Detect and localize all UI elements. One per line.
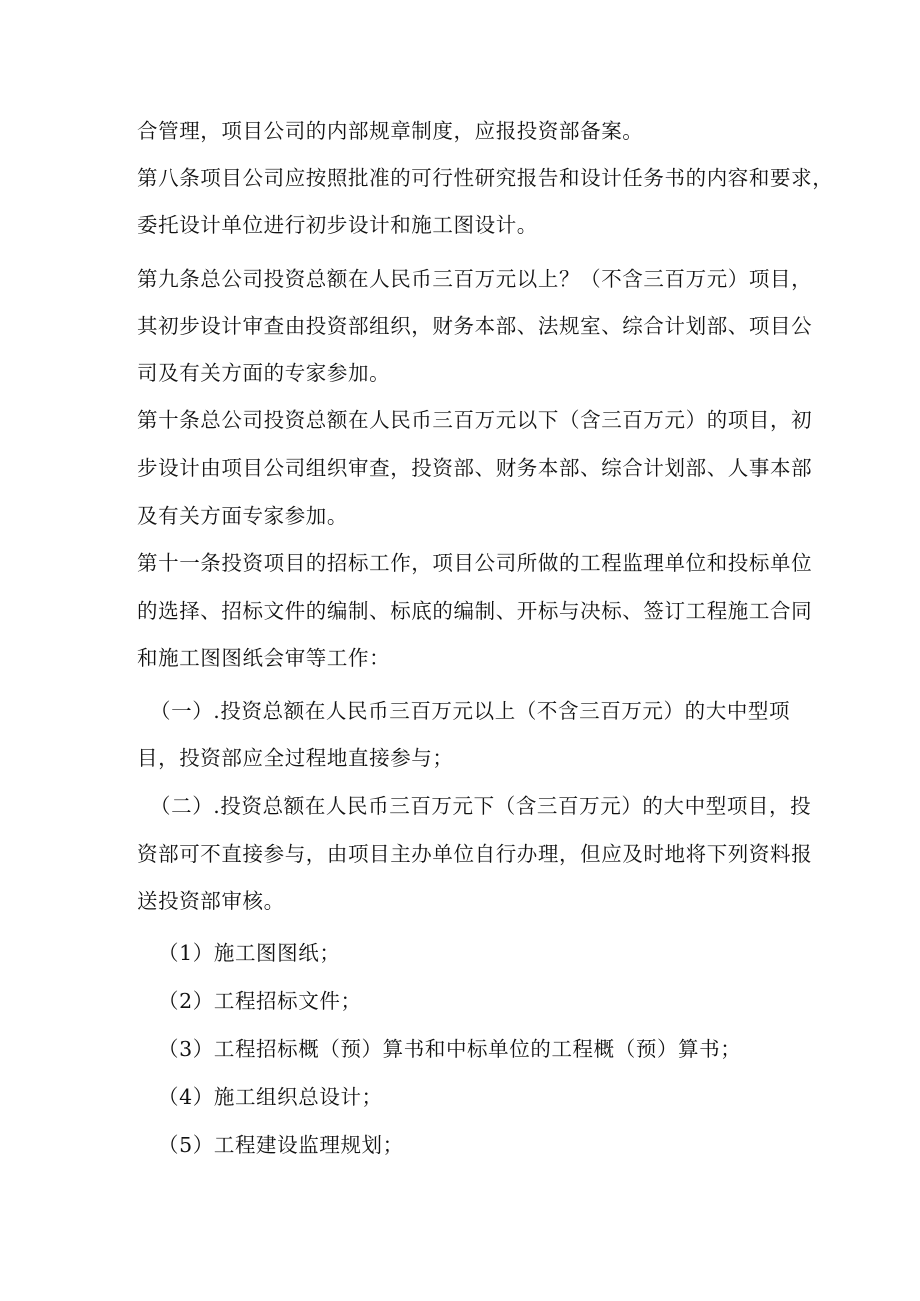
text-line: （一）.投资总额在人民币三百万元以上（不含三百万元）的大中型项	[150, 699, 791, 723]
text-line: （4）施工组织总设计；	[158, 1085, 383, 1109]
text-line: 第十条总公司投资总额在人民币三百万元以下（含三百万元）的项目，初	[137, 408, 813, 432]
text-line: 合管理，项目公司的内部规章制度，应报投资部备案。	[137, 119, 644, 143]
text-line: （二）.投资总额在人民币三百万元下（含三百万元）的大中型项目，投	[150, 794, 812, 818]
text-line: 委托设计单位进行初步设计和施工图设计。	[137, 213, 538, 237]
text-line: 送投资部审核。	[137, 889, 285, 913]
text-line: （5）工程建设监理规划；	[158, 1133, 404, 1157]
text-line: 第十一条投资项目的招标工作，项目公司所做的工程监理单位和投标单位	[137, 551, 813, 575]
text-line: 及有关方面专家参加。	[137, 504, 348, 528]
text-line: 第八条项目公司应按照批准的可行性研究报告和设计任务书的内容和要求，	[137, 166, 834, 190]
text-line: 其初步设计审查由投资部组织，财务本部、法规室、综合计划部、项目公	[137, 314, 813, 338]
text-line: 司及有关方面的专家参加。	[137, 361, 391, 385]
text-line: （1）施工图图纸；	[158, 941, 341, 965]
text-line: 目，投资部应全过程地直接参与；	[137, 746, 454, 770]
text-line: 步设计由项目公司组织审查，投资部、财务本部、综合计划部、人事本部	[137, 456, 813, 480]
text-line: 资部可不直接参与，由项目主办单位自行办理，但应及时地将下列资料报	[137, 842, 813, 866]
text-line: （3）工程招标概（预）算书和中标单位的工程概（预）算书；	[158, 1037, 742, 1061]
text-line: 第九条总公司投资总额在人民币三百万元以上？（不含三百万元）项目，	[137, 267, 813, 291]
text-line: 的选择、招标文件的编制、标底的编制、开标与决标、签订工程施工合同	[137, 599, 813, 623]
text-line: 和施工图图纸会审等工作：	[137, 646, 391, 670]
text-line: （2）工程招标文件；	[158, 989, 362, 1013]
